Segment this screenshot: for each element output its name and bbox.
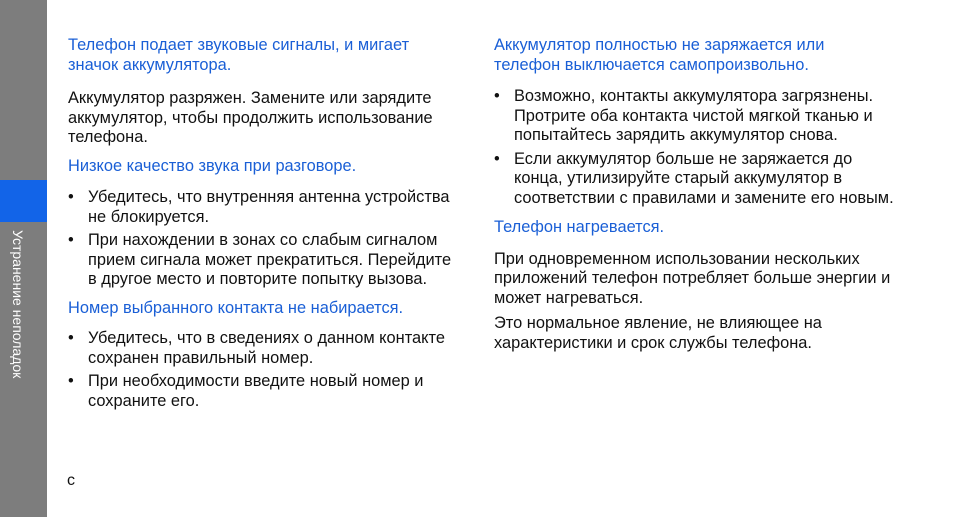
poor-sound-list — [68, 188, 463, 290]
heading-battery-not-charging: Аккумулятор полностью не заряжается или телефон выключается самопроизвольно. — [494, 36, 825, 74]
page-number: с — [67, 472, 75, 489]
list-item: • При нахождении в зонах со слабым сигналом прием сигнала может прекратиться. Перейдите в другое место и повторите попытку вызова. — [68, 231, 463, 290]
list-item: • Возможно, контакты аккумулятора загрязнены. Протрите оба контакта чистой мягкой тканью и попытайтесь зарядить аккумулятор снова. — [494, 87, 894, 146]
contact-list — [68, 329, 463, 411]
paragraph-battery-low: Аккумулятор разряжен. Замените или зарядите аккумулятор, чтобы продолжить использование телефона. — [68, 89, 433, 146]
sidebar-section-label: Устранение неполадок — [10, 230, 26, 379]
heading-contact-not-dialing: Номер выбранного контакта не набирается. — [68, 298, 404, 317]
paragraph-heating-cause: При одновременном использовании нескольких приложений телефон потребляет больше энергии и может нагреваться. — [494, 249, 891, 307]
heading-poor-sound: Низкое качество звука при разговоре. — [68, 156, 357, 175]
list-item: • Если аккумулятор больше не заряжается до конца, утилизируйте старый аккумулятор в соответствии с правилами и замените его новым. — [494, 150, 894, 209]
list-item: • При необходимости введите новый номер и сохраните его. — [68, 372, 463, 411]
sidebar-section-tab — [0, 180, 47, 222]
heading-phone-heats: Телефон нагревается. — [494, 218, 665, 236]
heading-battery-beeps: Телефон подает звуковые сигналы, и мигает значок аккумулятора. — [68, 36, 410, 74]
sidebar — [0, 0, 47, 517]
paragraph-heating-normal: Это нормальное явление, не влияющее на характеристики и срок службы телефона. — [494, 314, 822, 352]
charging-list — [494, 87, 894, 208]
list-item: • Убедитесь, что в сведениях о данном контакте сохранен правильный номер. — [68, 329, 463, 368]
left-column — [68, 36, 463, 411]
list-item: • Убедитесь, что внутренняя антенна устройства не блокируется. — [68, 188, 463, 227]
right-column — [494, 36, 894, 353]
